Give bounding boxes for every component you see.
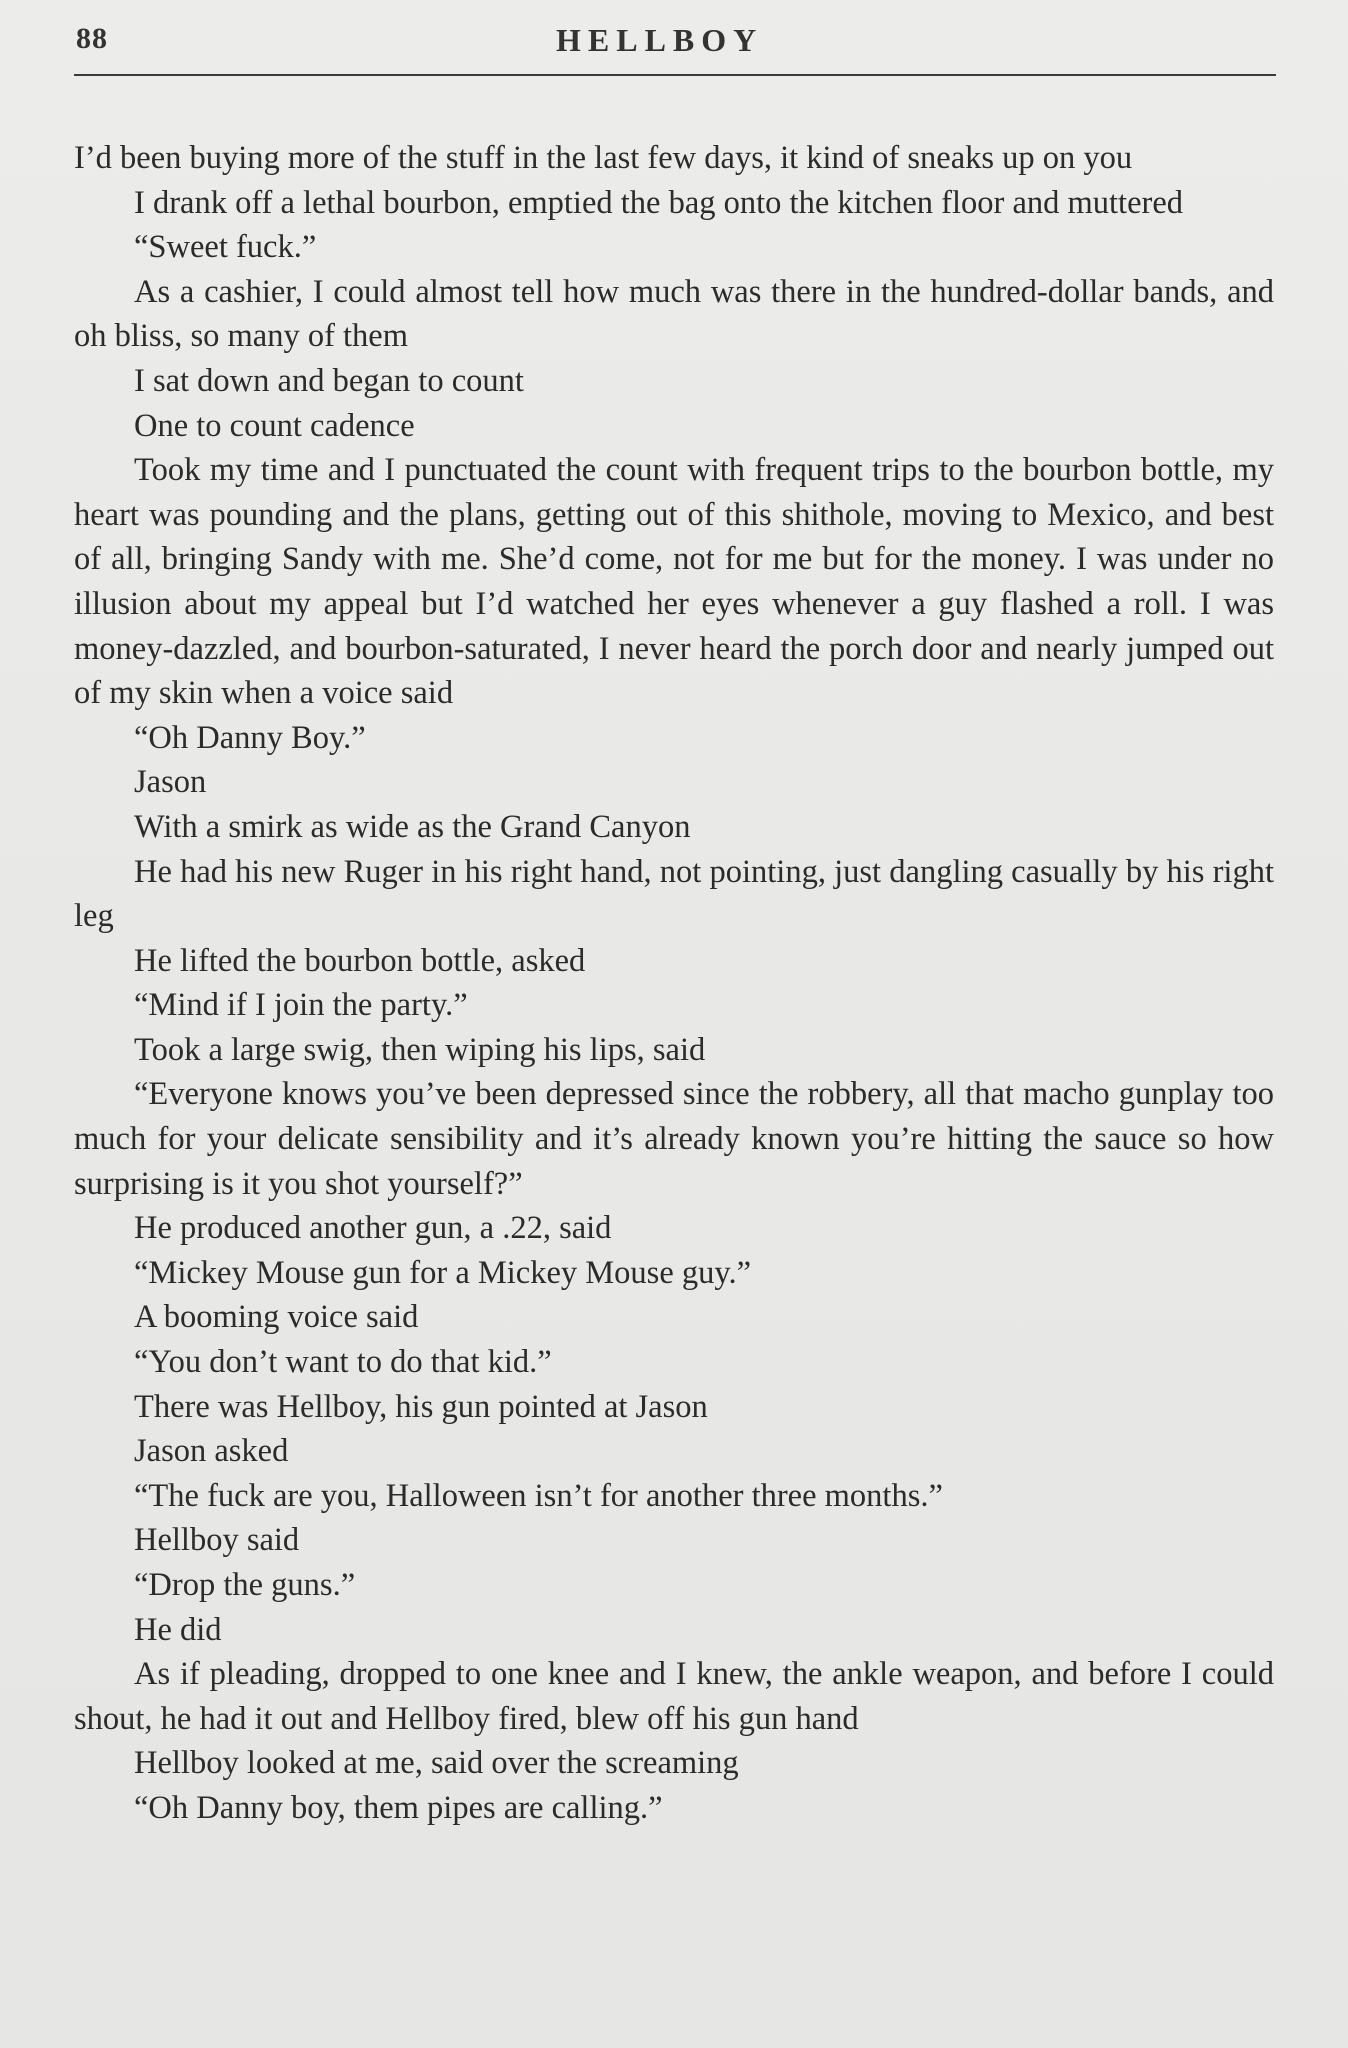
paragraph: As a cashier, I could almost tell how much was there in the hundred-dollar bands, and oh bliss, so many of them — [74, 273, 1274, 355]
page-number: 88 — [76, 22, 108, 55]
paragraph: Took a large swig, then wiping his lips, said — [134, 1031, 706, 1068]
paragraph: “Everyone knows you’ve been depressed since the robbery, all that macho gunplay too much for your delicate sensibility and it’s already known you’re hitting the sauce so how surprising is it you shot yourself?” — [74, 1076, 1274, 1202]
paragraph: “Mind if I join the party.” — [134, 987, 468, 1024]
paragraph: With a smirk as wide as the Grand Canyon — [134, 808, 691, 845]
paragraph: Jason asked — [134, 1433, 289, 1470]
paragraph: Hellboy said — [134, 1522, 300, 1559]
paragraph: “Oh Danny Boy.” — [134, 719, 366, 756]
running-head-title: HELLBOY — [556, 22, 764, 58]
header-rule — [74, 74, 1276, 76]
paragraph: I drank off a lethal bourbon, emptied the bag onto the kitchen floor and muttered — [134, 184, 1184, 221]
paragraph: I sat down and began to count — [134, 362, 524, 399]
paragraph: “Sweet fuck.” — [134, 229, 317, 266]
paragraph: He did — [134, 1611, 222, 1648]
paragraph: Took my time and I punctuated the count with frequent trips to the bourbon bottle, my heart was pounding and the plans, getting out of this shithole, moving to Mexico, and best of all, bringing Sandy with me. She’d come, not for me but for the money. I was under no illusion about my appeal but I’d watched her eyes whenever a guy flashed a roll. I was money-dazzled, and bourbon-saturated, I never heard the porch door and nearly jumped out of my skin when a voice said — [74, 452, 1274, 712]
paragraph: As if pleading, dropped to one knee and I knew, the ankle weapon, and before I could shout, he had it out and Hellboy fired, blew off his gun hand — [74, 1656, 1274, 1737]
paragraph: “You don’t want to do that kid.” — [134, 1344, 552, 1381]
paragraph: “Oh Danny boy, them pipes are calling.” — [134, 1789, 663, 1826]
paragraph: He had his new Ruger in his right hand, not pointing, just dangling casually by his right leg — [74, 853, 1274, 935]
paragraph: There was Hellboy, his gun pointed at Jason — [134, 1388, 708, 1425]
body-text — [74, 136, 1274, 1831]
paragraph: “Mickey Mouse gun for a Mickey Mouse guy.” — [134, 1254, 752, 1291]
paragraph: Jason — [134, 764, 207, 801]
paragraph: I’d been buying more of the stuff in the last few days, it kind of sneaks up on you — [74, 140, 1133, 176]
paragraph: Hellboy looked at me, said over the screaming — [134, 1745, 739, 1782]
page-header — [76, 18, 1274, 62]
paragraph: He lifted the bourbon bottle, asked — [134, 942, 586, 979]
paragraph: He produced another gun, a .22, said — [134, 1210, 612, 1247]
paragraph: A booming voice said — [134, 1299, 419, 1336]
paragraph: One to count cadence — [134, 407, 415, 444]
paragraph: “Drop the guns.” — [134, 1567, 356, 1603]
paragraph: “The fuck are you, Halloween isn’t for another three months.” — [134, 1477, 943, 1514]
